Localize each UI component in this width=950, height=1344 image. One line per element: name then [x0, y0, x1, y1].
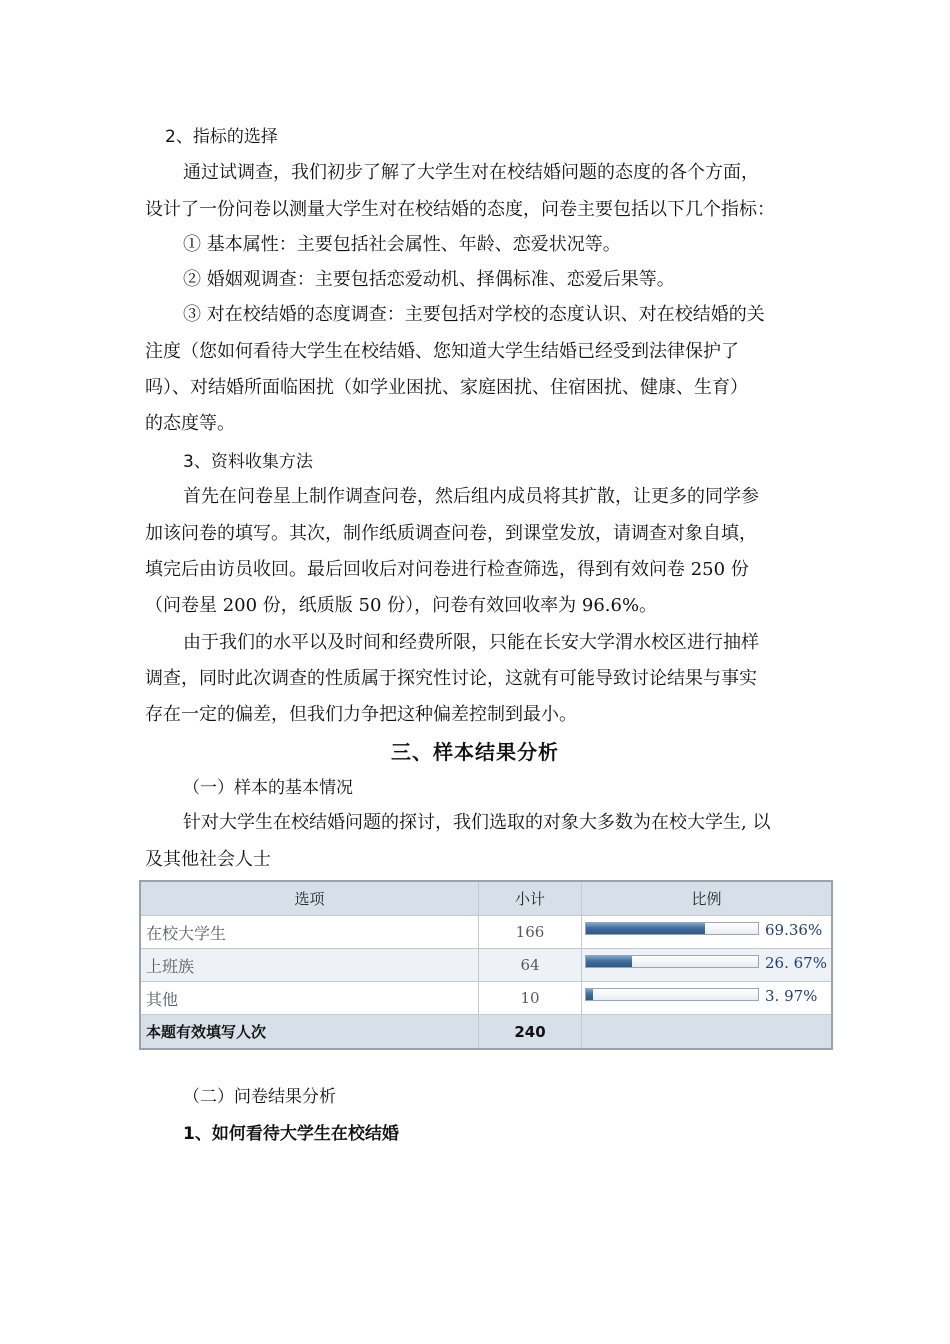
- list-item: ② 婚姻观调查：主要包括恋爱动机、择偶标准、恋爱后果等。: [183, 269, 675, 290]
- option-cell: 上班族: [141, 949, 479, 981]
- ratio-cell: [582, 916, 831, 948]
- total-value: 240: [479, 1015, 582, 1048]
- ratio-cell: [582, 982, 831, 1014]
- paragraph-line: 及其他社会人士: [145, 849, 271, 870]
- paragraph-line: 吗）、对结婚所面临困扰（如学业困扰、家庭困扰、住宿困扰、健康、生育）: [145, 377, 748, 398]
- count-cell: 10: [479, 982, 582, 1014]
- section-heading-data-collection: 3、资料收集方法: [183, 452, 313, 472]
- ratio-bar-track: [585, 988, 759, 1001]
- total-empty-cell: [582, 1015, 831, 1048]
- table-total-row: [141, 1015, 831, 1048]
- paragraph-line: 调查，同时此次调查的性质属于探究性讨论，这就有可能导致讨论结果与事实: [145, 668, 757, 689]
- section-heading-indicators: 2、指标的选择: [165, 127, 278, 147]
- table-row: [141, 982, 831, 1015]
- subsection-heading-sample: （一）样本的基本情况: [183, 778, 353, 798]
- table-row: [141, 949, 831, 982]
- subsection-heading-results: （二）问卷结果分析: [183, 1087, 336, 1107]
- question-heading: 1、如何看待大学生在校结婚: [183, 1124, 399, 1144]
- table-row: [141, 916, 831, 949]
- ratio-percent: 26. 67%: [765, 954, 827, 972]
- paragraph-line: 首先在问卷星上制作调查问卷，然后组内成员将其扩散，让更多的同学参: [183, 486, 759, 507]
- chapter-title: 三、样本结果分析: [391, 740, 559, 764]
- ratio-bar-fill: [586, 956, 632, 967]
- paragraph-line: 的态度等。: [145, 413, 235, 434]
- ratio-bar-track: [585, 922, 759, 935]
- paragraph-line: 由于我们的水平以及时间和经费所限，只能在长安大学渭水校区进行抽样: [183, 632, 759, 653]
- paragraph-line: 填完后由访员收回。最后回收后对问卷进行检查筛选，得到有效问卷 250 份: [145, 559, 749, 580]
- ratio-percent: 69.36%: [765, 921, 823, 939]
- total-label: 本题有效填写人次: [141, 1015, 479, 1048]
- count-cell: 64: [479, 949, 582, 981]
- ratio-bar-fill: [586, 989, 593, 1000]
- paragraph-line: 存在一定的偏差，但我们力争把这种偏差控制到最小。: [145, 704, 577, 725]
- list-item: ① 基本属性：主要包括社会属性、年龄、恋爱状况等。: [183, 234, 621, 255]
- ratio-bar-track: [585, 955, 759, 968]
- option-cell: 其他: [141, 982, 479, 1014]
- ratio-cell: [582, 949, 831, 981]
- header-ratio: 比例: [691, 890, 722, 908]
- header-option: 选项: [141, 882, 479, 915]
- paragraph-line: 加该问卷的填写。其次，制作纸质调查问卷，到课堂发放，请调查对象自填，: [145, 523, 757, 544]
- count-cell: 166: [479, 916, 582, 948]
- ratio-percent: 3. 97%: [765, 987, 818, 1005]
- paragraph-line: 通过试调查，我们初步了解了大学生对在校结婚问题的态度的各个方面，: [183, 162, 759, 183]
- list-item: ③ 对在校结婚的态度调查：主要包括对学校的态度认识、对在校结婚的关: [183, 304, 765, 325]
- option-cell: 在校大学生: [141, 916, 479, 948]
- paragraph-line: 针对大学生在校结婚问题的探讨，我们选取的对象大多数为在校大学生, 以: [183, 812, 771, 833]
- header-count: 小计: [479, 882, 582, 915]
- sample-stats-table: [139, 880, 833, 1050]
- paragraph-line: 注度（您如何看待大学生在校结婚、您知道大学生结婚已经受到法律保护了: [145, 341, 739, 362]
- paragraph-line: 设计了一份问卷以测量大学生对在校结婚的态度，问卷主要包括以下几个指标：: [145, 199, 775, 220]
- paragraph-line: （问卷星 200 份，纸质版 50 份），问卷有效回收率为 96.6%。: [145, 595, 658, 616]
- ratio-bar-fill: [586, 923, 705, 934]
- table-header-row: [141, 882, 831, 916]
